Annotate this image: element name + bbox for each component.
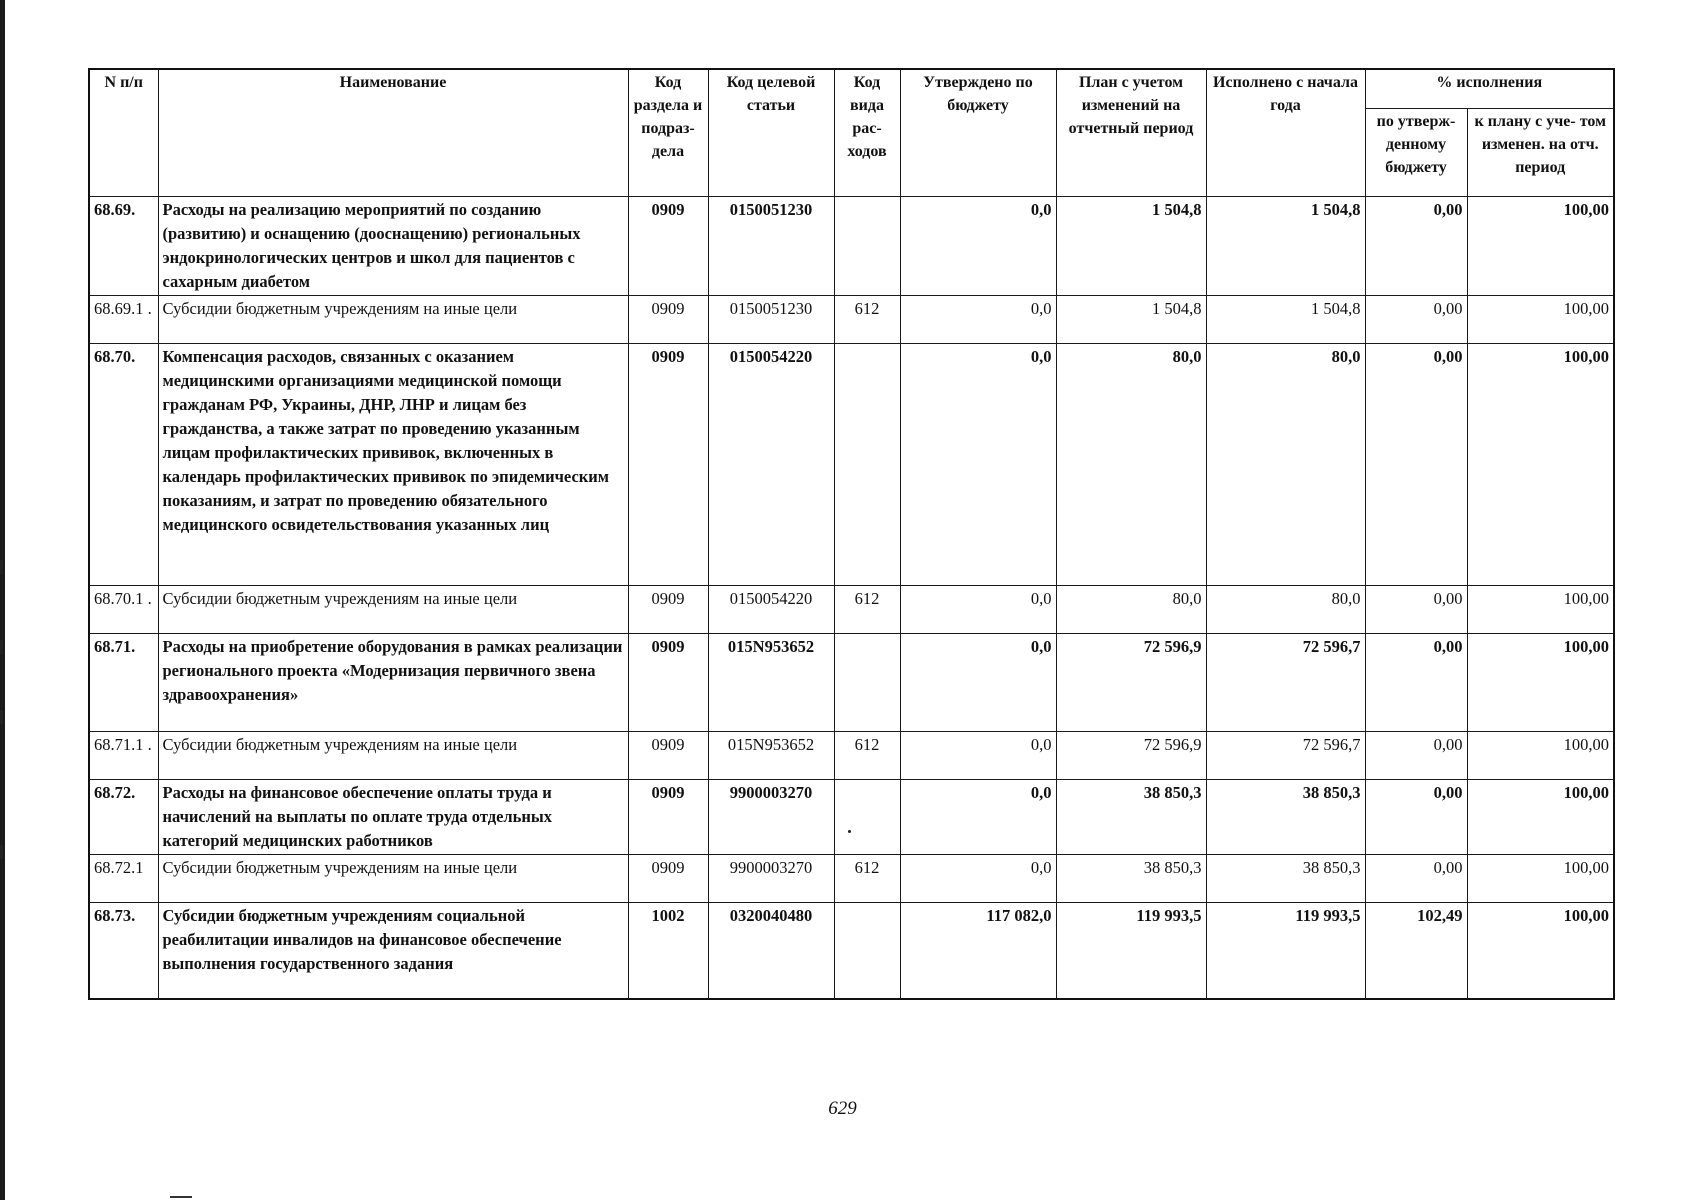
row-expense-type: 612 [834,296,900,344]
row-pct-budget: 0,00 [1365,780,1467,855]
header-executed-ytd: Исполнено с начала года [1206,69,1365,197]
scan-margin-mark [0,640,3,654]
row-target-code: 0150054220 [708,344,834,586]
table-row [89,903,1614,999]
row-pct-budget: 102,49 [1365,903,1467,999]
row-name: Субсидии бюджетным учреждениям на иные цели [158,296,628,344]
scan-left-edge [0,0,5,1200]
row-approved: 0,0 [900,732,1056,780]
row-expense-type: 612 [834,586,900,634]
row-pct-plan: 100,00 [1467,344,1614,586]
row-pct-budget: 0,00 [1365,732,1467,780]
table-row [89,344,1614,586]
row-plan: 80,0 [1056,344,1206,586]
header-pct-approved-budget: по утверж- денному бюджету [1365,109,1467,197]
row-name: Субсидии бюджетным учреждениям социальной реабилитации инвалидов на финансовое обеспечение выполнения государственного задания [158,903,628,999]
row-section-code: 0909 [628,586,708,634]
row-executed: 1 504,8 [1206,296,1365,344]
row-expense-type: 612 [834,732,900,780]
row-plan: 119 993,5 [1056,903,1206,999]
row-target-code: 0150051230 [708,296,834,344]
row-expense-type [834,780,900,855]
row-pct-plan: 100,00 [1467,732,1614,780]
row-executed: 38 850,3 [1206,855,1365,903]
row-section-code: 0909 [628,634,708,732]
row-number: 68.69.1 . [89,296,158,344]
row-target-code: 0150051230 [708,197,834,296]
scan-margin-mark [0,710,3,724]
header-expense-type-code: Код вида рас- ходов [834,69,900,197]
row-plan: 38 850,3 [1056,855,1206,903]
row-target-code: 015N953652 [708,634,834,732]
row-pct-plan: 100,00 [1467,855,1614,903]
header-row-number: N п/п [89,69,158,197]
row-name: Расходы на финансовое обеспечение оплаты труда и начислений на выплаты по оплате труда отдельных категорий медицинских работников [158,780,628,855]
row-section-code: 1002 [628,903,708,999]
scan-margin-mark [0,560,3,574]
row-section-code: 0909 [628,855,708,903]
row-approved: 0,0 [900,634,1056,732]
header-plan-with-changes: План с учетом изменений на отчетный период [1056,69,1206,197]
table-row [89,586,1614,634]
row-pct-plan: 100,00 [1467,903,1614,999]
header-execution-percent: % исполнения [1365,69,1614,109]
row-approved: 0,0 [900,344,1056,586]
row-number: 68.72. [89,780,158,855]
row-approved: 0,0 [900,197,1056,296]
row-plan: 1 504,8 [1056,296,1206,344]
header-section-code: Код раздела и подраз- дела [628,69,708,197]
row-pct-budget: 0,00 [1365,197,1467,296]
row-number: 68.71. [89,634,158,732]
row-section-code: 0909 [628,296,708,344]
row-name: Субсидии бюджетным учреждениям на иные цели [158,586,628,634]
row-approved: 0,0 [900,855,1056,903]
row-target-code: 0150054220 [708,586,834,634]
row-approved: 117 082,0 [900,903,1056,999]
row-number: 68.69. [89,197,158,296]
row-section-code: 0909 [628,732,708,780]
header-name: Наименование [158,69,628,197]
row-number: 68.70.1 . [89,586,158,634]
row-expense-type [834,344,900,586]
row-plan: 1 504,8 [1056,197,1206,296]
row-section-code: 0909 [628,344,708,586]
row-executed: 38 850,3 [1206,780,1365,855]
row-number: 68.71.1 . [89,732,158,780]
row-plan: 72 596,9 [1056,732,1206,780]
row-target-code: 9900003270 [708,855,834,903]
row-expense-type: 612 [834,855,900,903]
row-plan: 72 596,9 [1056,634,1206,732]
row-plan: 38 850,3 [1056,780,1206,855]
row-pct-budget: 0,00 [1365,634,1467,732]
row-name: Компенсация расходов, связанных с оказанием медицинскими организациями медицинской помощи гражданам РФ, Украины, ДНР, ЛНР и лицам без гражданства, а также затрат по проведению указанным лицам профилактических прививок, включенных в календарь профилактических прививок по эпидемическим показаниям, и затрат по проведению обязательного медицинского освидетельствования указанных лиц [158,344,628,586]
row-approved: 0,0 [900,780,1056,855]
row-expense-type [834,197,900,296]
table-row [89,197,1614,296]
row-pct-plan: 100,00 [1467,634,1614,732]
table-row [89,855,1614,903]
row-approved: 0,0 [900,586,1056,634]
budget-execution-table [88,68,1615,1000]
table-row [89,780,1614,855]
row-executed: 80,0 [1206,586,1365,634]
scan-margin-mark [0,845,3,859]
row-executed: 1 504,8 [1206,197,1365,296]
row-pct-budget: 0,00 [1365,296,1467,344]
row-expense-type [834,903,900,999]
scan-speck [848,830,851,833]
row-pct-plan: 100,00 [1467,296,1614,344]
row-target-code: 9900003270 [708,780,834,855]
row-pct-budget: 0,00 [1365,586,1467,634]
row-executed: 119 993,5 [1206,903,1365,999]
row-pct-plan: 100,00 [1467,780,1614,855]
header-approved-budget: Утверждено по бюджету [900,69,1056,197]
row-target-code: 015N953652 [708,732,834,780]
row-name: Субсидии бюджетным учреждениям на иные цели [158,855,628,903]
row-executed: 72 596,7 [1206,634,1365,732]
scan-bottom-mark [170,1196,192,1198]
header-target-code: Код целевой статьи [708,69,834,197]
table-row [89,732,1614,780]
row-number: 68.70. [89,344,158,586]
row-number: 68.73. [89,903,158,999]
row-pct-budget: 0,00 [1365,344,1467,586]
row-target-code: 0320040480 [708,903,834,999]
row-executed: 80,0 [1206,344,1365,586]
row-pct-plan: 100,00 [1467,586,1614,634]
row-plan: 80,0 [1056,586,1206,634]
row-expense-type [834,634,900,732]
table-row [89,296,1614,344]
row-pct-budget: 0,00 [1365,855,1467,903]
table-row [89,634,1614,732]
page-number: 629 [828,1098,857,1119]
row-section-code: 0909 [628,780,708,855]
row-name: Субсидии бюджетным учреждениям на иные цели [158,732,628,780]
header-pct-plan: к плану с уче- том изменен. на отч. период [1467,109,1614,197]
row-number: 68.72.1 [89,855,158,903]
row-name: Расходы на реализацию мероприятий по созданию (развитию) и оснащению (дооснащению) региональных эндокринологических центров и школ для пациентов с сахарным диабетом [158,197,628,296]
row-pct-plan: 100,00 [1467,197,1614,296]
row-approved: 0,0 [900,296,1056,344]
row-name: Расходы на приобретение оборудования в рамках реализации регионального проекта «Модернизация первичного звена здравоохранения» [158,634,628,732]
table-header-row [89,69,1614,109]
row-section-code: 0909 [628,197,708,296]
row-executed: 72 596,7 [1206,732,1365,780]
